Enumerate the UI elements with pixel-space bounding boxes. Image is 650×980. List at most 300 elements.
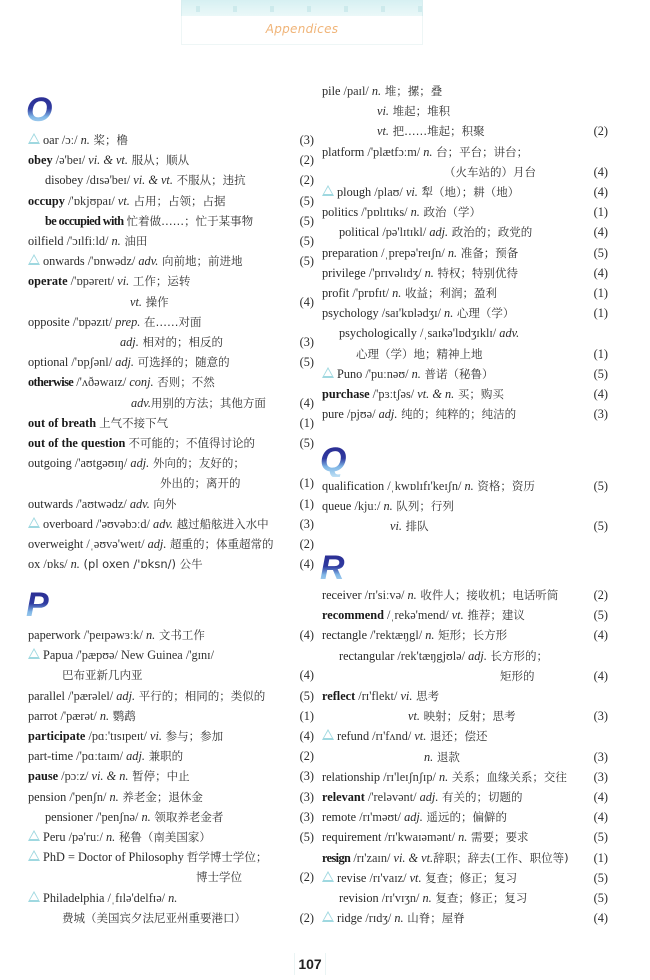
entry-text (322, 767, 567, 787)
headword: otherwise (28, 375, 74, 390)
glossary-entry (28, 191, 318, 211)
glossary-entry (322, 496, 612, 516)
entry-text (322, 686, 439, 706)
definition: 资格；资历 (473, 479, 535, 493)
part-of-speech: vi. (400, 689, 413, 703)
glossary-entry (28, 372, 318, 392)
definition: 秘鲁（南美国家） (115, 830, 211, 844)
glossary-entry (322, 243, 612, 263)
headword: oilfield (28, 234, 64, 248)
part-of-speech: adj. (419, 790, 439, 804)
headword: onwards (43, 254, 85, 269)
entry-text (322, 384, 504, 404)
part-of-speech: vi. (117, 274, 130, 289)
definition: 博士学位 (196, 870, 242, 885)
unit-number: (4) (593, 387, 608, 401)
headword: pause (28, 769, 59, 784)
part-of-speech: adj. (120, 335, 139, 349)
headword: remote (322, 810, 357, 825)
triangle-marker-icon (322, 871, 334, 882)
phonetic: /plaʊ/ (371, 185, 406, 199)
entry-text (28, 372, 215, 392)
definition: 桨；橹 (89, 133, 128, 147)
definition: 哲学博士学位； (186, 850, 268, 865)
unit-number: (4) (593, 265, 608, 280)
unit-number: (3) (593, 407, 608, 422)
glossary-entry (322, 263, 612, 283)
entry-text (322, 908, 465, 928)
definition: 外出的；离开的 (160, 476, 241, 491)
entry-text (28, 847, 267, 867)
unit-number: (5) (299, 213, 314, 228)
glossary-entry (28, 847, 318, 867)
unit-number: (1) (593, 850, 608, 865)
entry-text (322, 496, 454, 516)
part-of-speech: n. (423, 144, 433, 159)
entry-text (120, 332, 223, 352)
unit-number: (2) (299, 153, 314, 168)
headword: Philadelphia (43, 890, 105, 905)
phonetic: /rɪ'flekt/ (355, 689, 401, 703)
definition: （火车站的）月台 (444, 164, 536, 179)
entry-text (322, 182, 519, 202)
entry-text (45, 807, 223, 827)
glossary-entry (322, 868, 612, 888)
definition: 兼职的 (144, 749, 184, 764)
part-of-speech: n. (70, 557, 80, 572)
part-of-speech: vi. (405, 185, 418, 199)
definition: 纯的；纯粹的；纯洁的 (397, 407, 517, 422)
triangle-marker-icon (28, 517, 40, 528)
definition: 收益；利润；盈利 (401, 286, 498, 300)
part-of-speech: adj. (147, 537, 167, 551)
glossary-entry-continuation (322, 121, 612, 141)
phonetic: /saɪ'kɒlədʒɪ/ (378, 306, 445, 321)
phonetic: /rɪ'kwaɪəmənt/ (381, 830, 459, 845)
entry-text (28, 534, 274, 554)
entry-text (28, 413, 168, 433)
unit-number: (3) (299, 335, 314, 349)
unit-number: (2) (593, 124, 608, 139)
entry-text (62, 908, 246, 928)
triangle-marker-icon (322, 367, 334, 378)
unit-number: (2) (299, 537, 314, 551)
definition: 操作 (141, 294, 169, 309)
phonetic: /'prɪvəlɪdʒ/ (365, 265, 425, 280)
definition: 占用；占领；占据 (129, 193, 226, 208)
phonetic: /paɪl/ (340, 84, 372, 98)
phonetic: /ˌprepə'reɪʃn/ (378, 245, 448, 260)
entry-text (28, 746, 183, 766)
section-letter-o: O (26, 91, 53, 129)
unit-number: (5) (299, 234, 314, 248)
part-of-speech: n. (80, 133, 90, 147)
headword: political (339, 225, 380, 240)
unit-number: (1) (299, 415, 314, 430)
part-of-speech: n. (371, 84, 382, 98)
unit-number: (5) (593, 608, 608, 623)
phonetic: /'reləvənt/ (364, 790, 420, 804)
glossary-entry (322, 81, 612, 101)
part-of-speech: adj. (404, 810, 423, 825)
unit-number: (5) (593, 519, 608, 534)
phonetic: /ˌfɪlə'delfɪə/ (104, 890, 169, 905)
phonetic: /'rektæŋgl/ (367, 628, 426, 643)
unit-number: (5) (593, 245, 608, 260)
unit-number: (2) (593, 588, 608, 602)
entry-text (500, 666, 535, 686)
glossary-entry (322, 364, 612, 384)
glossary-entry (28, 453, 318, 473)
part-of-speech: adv. (138, 254, 159, 269)
headword: overweight (28, 537, 84, 551)
headword: ridge (337, 911, 363, 926)
definition: 向前地；前进地 (158, 254, 243, 269)
glossary-entry (28, 625, 318, 645)
entry-text (356, 344, 483, 364)
definition: 不可能的；不值得讨论的 (128, 436, 255, 450)
entry-text (28, 453, 245, 473)
definition: 可选择的；随意的 (134, 355, 230, 370)
part-of-speech: adj. (429, 225, 449, 240)
unit-number: (1) (299, 708, 314, 723)
header-banner (181, 0, 423, 16)
entry-text (28, 766, 190, 786)
entry-text (339, 323, 519, 343)
entry-text (322, 243, 518, 263)
phonetic: /ˌrekə'mend/ (383, 608, 452, 623)
glossary-entry-continuation (322, 706, 612, 726)
headword: pure (322, 407, 344, 422)
part-of-speech: adj. (468, 648, 487, 663)
part-of-speech: vi. (390, 519, 402, 534)
phonetic: /ə'beɪ/ (52, 153, 89, 168)
glossary-entry (28, 170, 318, 190)
triangle-marker-icon (28, 830, 40, 841)
definition: 用别的方法；其他方面 (150, 395, 266, 410)
headword: rectangle (322, 628, 368, 643)
glossary-entry (28, 150, 318, 170)
definition: 领取养老金者 (150, 809, 224, 824)
phonetic: /ɔː/ (58, 133, 81, 147)
definition: 普诺（秘鲁） (420, 366, 494, 381)
unit-number: (5) (593, 870, 608, 885)
glossary-entry (322, 404, 612, 424)
part-of-speech: vt. (451, 608, 464, 623)
entry-text (28, 827, 211, 847)
entry-text (28, 888, 177, 908)
part-of-speech: n. (444, 306, 454, 321)
part-of-speech: n. (168, 890, 178, 905)
glossary-entry-continuation (322, 101, 612, 121)
headword: optional (28, 355, 69, 370)
definition: 否则；不然 (153, 375, 215, 390)
headword: rectangular (339, 648, 395, 663)
glossary-entry (28, 554, 318, 574)
triangle-marker-icon (28, 648, 40, 659)
triangle-marker-icon (322, 729, 334, 740)
phonetic: /'pærət/ (57, 708, 100, 723)
definition: 思考 (412, 689, 440, 703)
unit-number: (1) (593, 286, 608, 300)
entry-text (45, 211, 253, 231)
entry-text (28, 191, 225, 211)
part-of-speech: n. (458, 830, 468, 845)
unit-number: (5) (299, 355, 314, 370)
glossary-entry (28, 807, 318, 827)
entry-text (322, 726, 487, 746)
definition: 上气不接下气 (99, 415, 169, 430)
entry-text (322, 827, 528, 847)
part-of-speech: n. (425, 628, 435, 643)
headword: revision (339, 891, 379, 905)
glossary-entry-continuation (28, 665, 318, 685)
part-of-speech: n. (447, 245, 458, 260)
entry-text (28, 554, 203, 574)
headword: pensioner (45, 809, 93, 824)
headword: out of the question (28, 436, 126, 450)
definition: 油田 (120, 234, 148, 248)
phonetic: /'pɜːtʃəs/ (369, 387, 418, 401)
headword: occupy (28, 193, 65, 208)
glossary-entry (322, 222, 612, 242)
glossary-entry (322, 283, 612, 303)
phonetic: /ˌkwɒlɪfɪ'keɪʃn/ (384, 479, 465, 493)
triangle-marker-icon (322, 911, 334, 922)
unit-number: (1) (593, 205, 608, 220)
entry-text (390, 516, 429, 536)
glossary-entry (322, 848, 612, 868)
headword: paperwork (28, 628, 81, 642)
definition: 巴布亚新几内亚 (62, 668, 143, 683)
definition: 超重的；体重超常的 (166, 537, 274, 551)
unit-number: (3) (299, 789, 314, 804)
definition: 养老金；退休金 (118, 789, 203, 804)
headword: parrot (28, 708, 58, 723)
definition: 平行的；相同的；类似的 (135, 688, 266, 703)
entry-text (45, 170, 246, 190)
part-of-speech: n. (111, 234, 121, 248)
definition: 需要；要求 (467, 830, 529, 845)
part-of-speech: adj. (378, 407, 398, 422)
glossary-entry (28, 766, 318, 786)
definition: 山脊；屋脊 (403, 911, 465, 926)
glossary-entry (28, 413, 318, 433)
headword: overboard (43, 516, 93, 531)
glossary-entry-continuation (28, 332, 318, 352)
section-letter-q: Q (320, 441, 347, 479)
headword: Papua (43, 648, 74, 663)
glossary-entry-continuation (322, 747, 612, 767)
glossary-entry-continuation (28, 867, 318, 887)
definition: 遥远的；偏僻的 (422, 810, 508, 825)
phonetic: /ˌsaɪkə'lɒdʒɪklɪ/ (416, 326, 500, 341)
definition: 政治的；政党的 (448, 225, 533, 240)
phonetic: /rɪ'vɪʒn/ (378, 891, 423, 905)
entry-text (28, 352, 230, 372)
part-of-speech: vt. (130, 294, 142, 309)
unit-number: (1) (593, 346, 608, 361)
definition: 文书工作 (155, 628, 205, 642)
headword: oar (43, 133, 59, 147)
entry-text (28, 514, 269, 534)
entry-text (322, 404, 516, 424)
glossary-entry-continuation (28, 908, 318, 928)
phonetic: /'ɒpəreɪt/ (67, 274, 118, 289)
entry-text (322, 868, 517, 888)
entry-text (424, 747, 460, 767)
part-of-speech: vi. & n. (91, 769, 129, 784)
glossary-entry (322, 807, 612, 827)
entry-text (62, 665, 143, 685)
unit-number: (5) (593, 830, 608, 845)
phonetic: /'əʊvəbɔːd/ (92, 516, 154, 531)
entry-text (339, 888, 527, 908)
glossary-entry (28, 251, 318, 271)
definition: 心理（学）地；精神上地 (356, 346, 483, 361)
unit-number: (4) (299, 729, 314, 743)
definition: 外向的；友好的； (149, 456, 245, 471)
glossary-entry (28, 271, 318, 291)
entry-text (196, 867, 242, 887)
triangle-marker-icon (322, 185, 334, 196)
glossary-entry (322, 142, 612, 162)
headword: outgoing (28, 456, 72, 471)
headword: outwards (28, 496, 74, 511)
phonetic: /pə'ruː/ (65, 830, 107, 844)
part-of-speech: adv. (129, 496, 150, 511)
definition: 向外 (149, 496, 177, 511)
headword: Puno (337, 366, 363, 381)
part-of-speech: vi. & vt. (393, 850, 434, 865)
entry-text (322, 283, 497, 303)
glossary-entry (322, 323, 612, 343)
part-of-speech: adj. (116, 688, 136, 703)
entry-text (28, 231, 147, 251)
headword: resign (322, 850, 351, 865)
part-of-speech: vi. (150, 729, 162, 743)
definition: 堆起；堆积 (388, 104, 451, 119)
entry-text (28, 130, 128, 150)
definition: 在……对面 (140, 314, 202, 329)
definition: 退款 (433, 749, 460, 764)
glossary-entry-continuation (322, 666, 612, 686)
phonetic: /kjuː/ (351, 499, 384, 514)
part-of-speech: n. (109, 789, 119, 804)
definition: 辞职；辞去(工作、职位等) (433, 850, 569, 865)
headword: ox (28, 557, 41, 572)
definition: 相对的；相反的 (138, 335, 223, 349)
entry-text (28, 150, 189, 170)
entry-text (28, 706, 136, 726)
headword: PhD = Doctor of Philosophy (43, 850, 184, 865)
phonetic: /'plætfɔːm/ (364, 144, 424, 159)
unit-number: (5) (593, 479, 608, 493)
phonetic: /'ɒnwədz/ (84, 254, 139, 269)
definition: 准备；预备 (457, 245, 519, 260)
unit-number: (3) (593, 749, 608, 764)
glossary-entry (322, 827, 612, 847)
headword: recommend (322, 608, 384, 623)
definition: 排队 (401, 519, 429, 534)
definition: 关系；血缘关系；交往 (448, 769, 567, 784)
headword: out of breath (28, 415, 97, 430)
headword: obey (28, 153, 53, 168)
part-of-speech: vi. & vt. (88, 153, 128, 168)
glossary-entry (28, 312, 318, 332)
glossary-entry (28, 686, 318, 706)
part-of-speech: n. (141, 809, 151, 824)
entry-text (322, 625, 507, 645)
headword: plough (337, 185, 372, 199)
section-letter-r: R (320, 549, 345, 587)
definition: 政治（学） (419, 205, 481, 220)
headword: requirement (322, 830, 382, 845)
definition: 心理（学） (453, 306, 515, 321)
triangle-marker-icon (28, 891, 40, 902)
part-of-speech: vt. (117, 193, 130, 208)
phonetic: /rɪ'vaɪz/ (366, 870, 410, 885)
definition: 暂停；中止 (128, 769, 190, 784)
definition: 越过船舷进入水中 (172, 516, 269, 531)
glossary-entry (322, 182, 612, 202)
phonetic: /'pæpʊə/ New Guinea /'gɪnɪ/ (73, 648, 215, 663)
triangle-marker-icon (28, 133, 40, 144)
unit-number: (3) (299, 133, 314, 147)
definition: 有关的；切题的 (438, 790, 523, 804)
definition: 服从；顺从 (127, 153, 190, 168)
unit-number: (1) (593, 306, 608, 321)
headword: revise (337, 870, 367, 885)
part-of-speech: n. (383, 499, 393, 514)
glossary-entry-continuation (322, 344, 612, 364)
part-of-speech: n. (99, 708, 110, 723)
entry-text (322, 81, 442, 101)
part-of-speech: n. (407, 588, 417, 602)
glossary-entry-continuation (28, 473, 318, 493)
definition: 推荐；建议 (463, 608, 525, 623)
glossary-entry (28, 494, 318, 514)
headword: preparation (322, 245, 378, 260)
phonetic: /rɪ'leɪʃnʃɪp/ (380, 769, 439, 784)
definition: 不服从；违抗 (172, 173, 246, 188)
definition: 矩形；长方形 (434, 628, 508, 643)
headword: pile (322, 84, 341, 98)
definition: 买；购买 (454, 387, 504, 401)
unit-number: (4) (593, 911, 608, 926)
part-of-speech: conj. (129, 375, 154, 390)
definition: 台；平台；讲台； (432, 144, 529, 159)
entry-text (322, 364, 493, 384)
entry-text (322, 807, 507, 827)
definition: 退还；偿还 (426, 729, 488, 744)
glossary-entry-continuation (28, 292, 318, 312)
part-of-speech: vt. (377, 124, 389, 139)
phonetic: /ˌəʊvə'weɪt/ (83, 537, 148, 551)
entry-text (28, 312, 202, 332)
page-number: 107 (294, 953, 326, 975)
definition: 长方形的； (486, 648, 549, 663)
definition: 鹦鹉 (109, 708, 136, 723)
glossary-entry (322, 202, 612, 222)
entry-text (408, 706, 516, 726)
phonetic: /rek'tæŋgjʊlə/ (394, 648, 469, 663)
headword: refund (337, 729, 370, 744)
entry-text (28, 251, 242, 271)
glossary-entry (28, 231, 318, 251)
entry-text (322, 303, 514, 323)
entry-text (322, 263, 518, 283)
